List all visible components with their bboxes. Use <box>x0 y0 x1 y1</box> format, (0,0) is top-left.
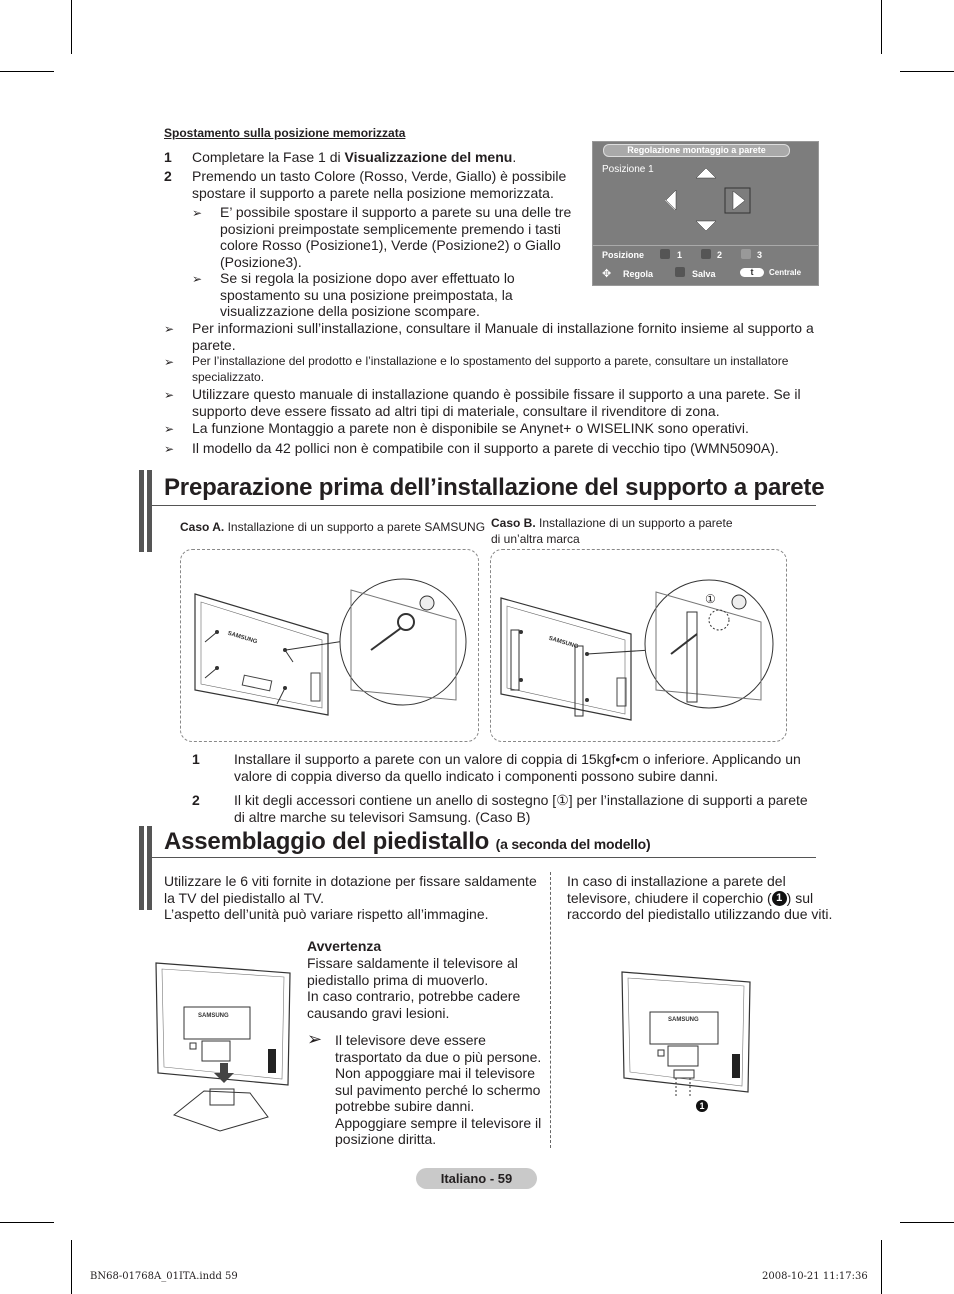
item-number: 1 <box>192 751 200 767</box>
cover-marker: 1 <box>772 891 787 906</box>
crop-mark <box>71 1240 72 1294</box>
note-text: Utilizzare questo manuale di installazione quando è possibile fissare il supporto a una parete. Se il supporto deve essere fissato ad altri tipi di materiale, consultare il rivenditore di zona. <box>192 386 801 419</box>
wall-cover-instructions: In caso di installazione a parete del televisore, chiudere il coperchio ( 1 ) sul raccordo del piedistallo utilizzando due viti. <box>567 873 833 923</box>
case-b-label: Caso B. Installazione di un supporto a parete di un’altra marca <box>491 516 733 546</box>
direction-arrows-icon <box>653 164 763 234</box>
item-text: Installare il supporto a parete con un valore di coppia di 15kgf•cm o inferiore. Applicando un valore di coppia diverso da quello indicato i componenti possono subire danni. <box>234 751 801 784</box>
samsung-logo: SAMSUNG <box>547 635 579 651</box>
crop-mark <box>0 71 54 72</box>
column-divider <box>550 872 551 1148</box>
item-number: 2 <box>192 792 200 808</box>
green-key-icon <box>701 249 711 259</box>
section-heading: Assemblaggio del piedistallo (a seconda del modello) <box>164 828 651 855</box>
osd-row-label: Posizione <box>602 250 645 260</box>
crop-mark <box>900 1222 954 1223</box>
navigate-icon: ✥ <box>602 268 612 280</box>
red-key-icon <box>660 249 670 259</box>
heading-bar <box>147 826 152 910</box>
crop-mark <box>900 71 954 72</box>
osd-position-label: Posizione 1 <box>602 164 654 175</box>
heading-underline <box>152 857 816 858</box>
heading-bar <box>139 826 144 910</box>
step-number: 1 <box>164 149 172 165</box>
stand-assembly-illustration <box>150 955 298 1145</box>
page-number-badge: Italiano - 59 <box>416 1168 537 1189</box>
note-text: Se si regola la posizione dopo aver effettuato lo spostamento su una posizione preimpostata, la visualizzazione della posizione scompare. <box>220 270 515 319</box>
osd-screen: Regolazione montaggio a parete Posizione 1 Posizione 1 2 3 ✥ Regola Salva t Centrale <box>592 141 819 286</box>
samsung-logo: SAMSUNG <box>668 1017 699 1023</box>
arrow-bullet-icon: ➢ <box>192 272 203 286</box>
step-1-text: Completare la Fase 1 di Visualizzazione del menu. <box>192 149 517 165</box>
arrow-bullet-icon: ➢ <box>164 422 175 436</box>
crop-mark <box>881 1240 882 1294</box>
wall-mount-samsung-illustration <box>181 550 477 740</box>
item-text: Il kit degli accessori contiene un anello di sostegno [①] per l’installazione di supporti a parete di altre marche su televisori Samsung. (Caso B) <box>234 792 808 825</box>
wall-mount-other-brand-illustration <box>491 550 785 740</box>
arrow-bullet-icon: ➢ <box>307 1029 323 1049</box>
tip-text: Il televisore deve essere trasportato da due o più persone. Non appoggiare mai il televisore sul pavimento perché lo schermo potrebbe subire danni. Appoggiare sempre il televisore il posizione diritta. <box>335 1032 542 1147</box>
heading-bar <box>147 470 152 552</box>
case-a-label: Caso A. Installazione di un supporto a parete SAMSUNG <box>180 520 486 534</box>
blue-key-icon <box>675 267 685 277</box>
note-text: Il modello da 42 pollici non è compatibile con il supporto a parete di vecchio tipo (WMN5090A). <box>192 440 779 456</box>
note-text: La funzione Montaggio a parete non è disponibile se Anynet+ o WISELINK sono operativi. <box>192 420 749 436</box>
heading-bar <box>139 470 144 552</box>
heading-underline <box>152 505 816 506</box>
file-info: BN68-01768A_01ITA.indd 59 <box>90 1271 238 1282</box>
osd-title: Regolazione montaggio a parete <box>627 145 766 155</box>
note-text: Per informazioni sull’installazione, consultare il Manuale di installazione fornito insieme al supporto a parete. <box>192 320 814 353</box>
wall-cover-illustration <box>620 968 752 1108</box>
crop-mark <box>71 0 72 54</box>
samsung-logo: SAMSUNG <box>226 630 258 646</box>
stand-instructions: Utilizzare le 6 viti fornite in dotazione per fissare saldamente la TV del piedistallo al TV. L’aspetto dell’unità può variare rispetto all’immagine. <box>164 873 537 922</box>
crop-mark <box>881 0 882 54</box>
arrow-bullet-icon: ➢ <box>164 388 175 402</box>
warning-text: Fissare saldamente il televisore al piedistallo prima di muoverlo. In caso contrario, potrebbe cadere causando gravi lesioni. <box>307 955 521 1021</box>
note-text: E’ possibile spostare il supporto a parete su una delle tre posizioni preimpostate semplicemente premendo i tasti colore Rosso (Posizione1), Verde (Posizione2) o Giallo (Posizione3). <box>220 204 572 270</box>
print-timestamp: 2008-10-21 11:17:36 <box>762 1271 868 1282</box>
crop-mark <box>0 1222 54 1223</box>
arrow-bullet-icon: ➢ <box>192 206 203 220</box>
cover-marker: 1 <box>696 1100 708 1112</box>
arrow-bullet-icon: ➢ <box>164 355 175 369</box>
subsection-title: Spostamento sulla posizione memorizzata <box>164 126 406 140</box>
note-text: Per l’installazione del prodotto e l’installazione e lo spostamento del supporto a parete, consultare un installatore specializzato. <box>192 354 789 384</box>
step-number: 2 <box>164 168 172 184</box>
step-2-text: Premendo un tasto Colore (Rosso, Verde, Giallo) è possibile spostare il supporto a parete nella posizione memorizzata. <box>192 168 567 201</box>
arrow-bullet-icon: ➢ <box>164 442 175 456</box>
warning-title: Avvertenza <box>307 938 382 954</box>
samsung-logo: SAMSUNG <box>198 1013 229 1019</box>
arrow-bullet-icon: ➢ <box>164 322 175 336</box>
ring-marker: ① <box>705 592 716 606</box>
yellow-key-icon <box>741 249 751 259</box>
section-heading: Preparazione prima dell’installazione del supporto a parete <box>164 474 825 501</box>
